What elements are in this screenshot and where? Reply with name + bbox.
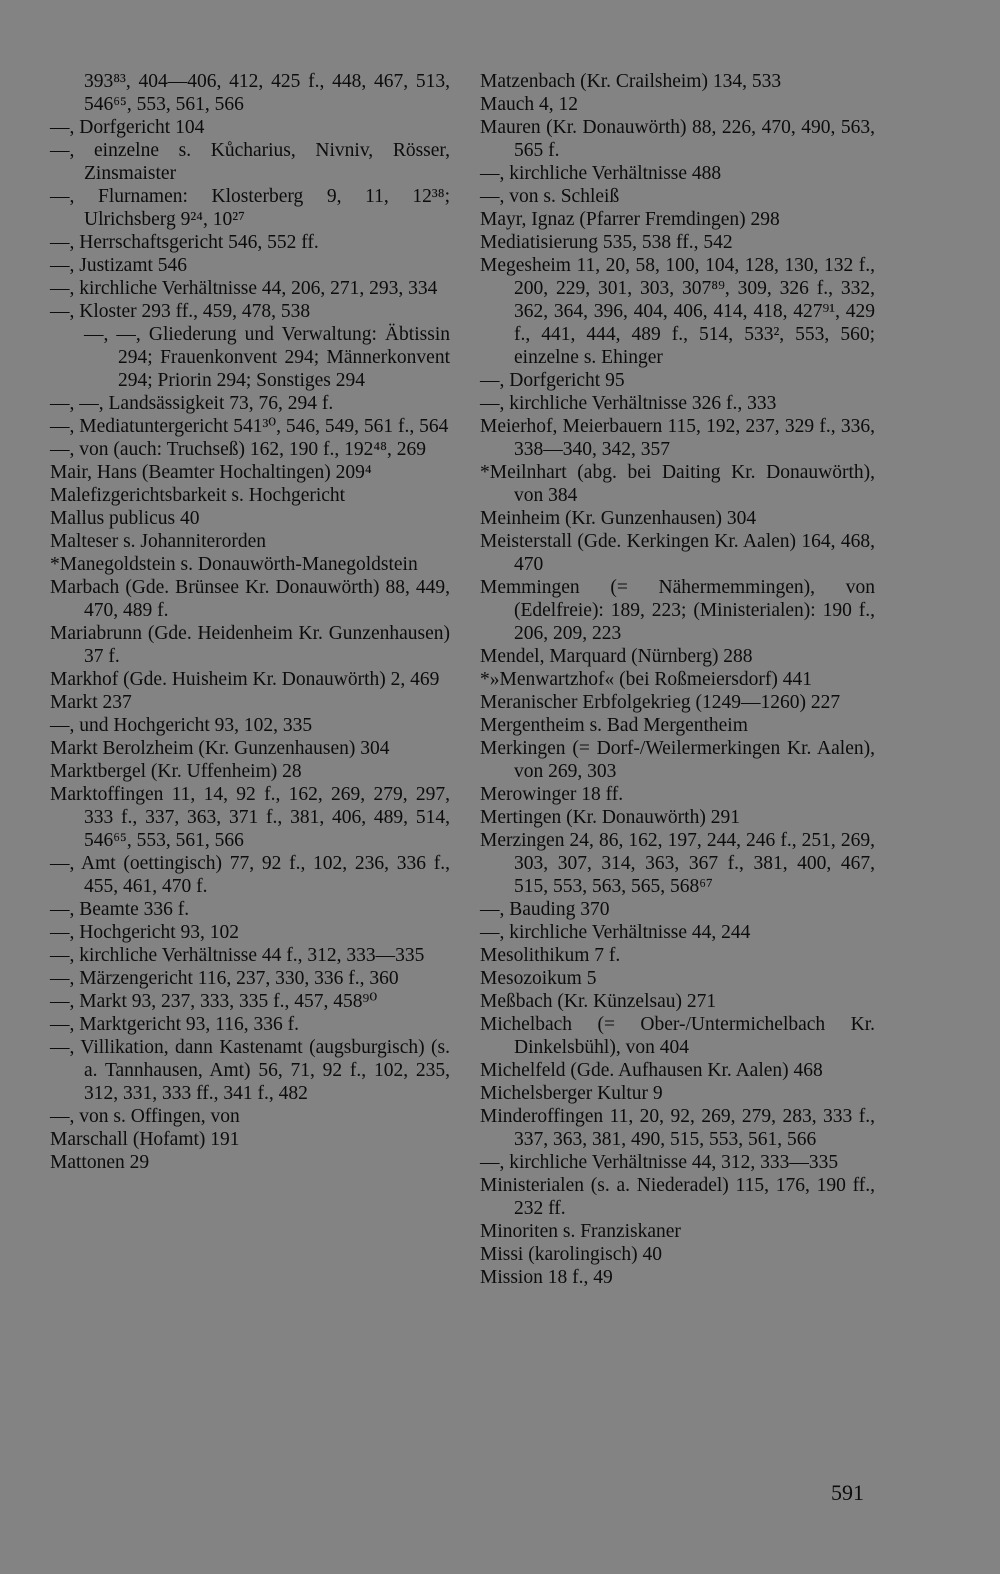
index-entry: Minoriten s. Franziskaner [480,1221,681,1242]
index-entry: —, Flurnamen: Klosterberg 9, 11, 12³⁸; Ulrichsberg 9²⁴, 10²⁷ [50,186,450,230]
index-entry: —, von s. Schleiß [480,186,620,207]
index-entry: —, kirchliche Verhältnisse 488 [480,163,722,184]
index-entry: Memmingen (= Nähermemmingen), von (Edelfreie): 189, 223; (Ministerialen): 190 f., 206, 209, 223 [480,577,875,644]
index-entry: Mauch 4, 12 [480,94,579,115]
index-entry: —, Mediatuntergericht 541³⁰, 546, 549, 561 f., 564 [50,416,449,437]
index-entry: *Meilnhart (abg. bei Daiting Kr. Donauwörth), von 384 [480,462,875,506]
index-entry: —, Herrschaftsgericht 546, 552 ff. [50,232,319,253]
index-entry: Marschall (Hofamt) 191 [50,1129,240,1150]
index-entry: Marktbergel (Kr. Uffenheim) 28 [50,761,302,782]
index-entry: —, und Hochgericht 93, 102, 335 [50,715,313,736]
index-entry: Mayr, Ignaz (Pfarrer Fremdingen) 298 [480,209,780,230]
index-entry: Marbach (Gde. Brünsee Kr. Donauwörth) 88, 449, 470, 489 f. [50,577,450,621]
index-entry: Mariabrunn (Gde. Heidenheim Kr. Gunzenhausen) 37 f. [50,623,450,667]
index-entry: Marktoffingen 11, 14, 92 f., 162, 269, 279, 297, 333 f., 337, 363, 371 f., 381, 406, 489, 514, 546⁶⁵, 553, 561, 566 [50,784,450,851]
index-entry: Meinheim (Kr. Gunzenhausen) 304 [480,508,757,529]
index-entry: —, Villikation, dann Kastenamt (augsburgisch) (s. a. Tannhausen, Amt) 56, 71, 92 f., 102, 235, 312, 331, 333 ff., 341 f., 482 [50,1037,450,1104]
index-entry: Merowinger 18 ff. [480,784,624,805]
index-entry: —, Bauding 370 [480,899,610,920]
index-entry: *Manegoldstein s. Donauwörth-Manegoldstein [50,554,418,575]
index-entry: Malefizgerichtsbarkeit s. Hochgericht [50,485,346,506]
index-entry: —, Dorfgericht 104 [50,117,205,138]
index-entry: —, Kloster 293 ff., 459, 478, 538 [50,301,311,322]
index-entry: Malteser s. Johanniterorden [50,531,267,552]
index-entry: Missi (karolingisch) 40 [480,1244,662,1265]
index-entry: —, Marktgericht 93, 116, 336 f. [50,1014,299,1035]
page-number: 591 [831,1480,864,1505]
index-entry: Mesolithikum 7 f. [480,945,621,966]
index-entry: 393⁸³, 404—406, 412, 425 f., 448, 467, 513, 546⁶⁵, 553, 561, 566 [84,71,450,115]
index-entry: —, kirchliche Verhältnisse 44 f., 312, 333—335 [50,945,425,966]
index-entry: Meierhof, Meierbauern 115, 192, 237, 329 f., 336, 338—340, 342, 357 [480,416,875,460]
index-entry: Merzingen 24, 86, 162, 197, 244, 246 f., 251, 269, 303, 307, 314, 363, 367 f., 381, 400, 467, 515, 553, 563, 565, 568⁶⁷ [480,830,875,897]
index-entry: —, Hochgericht 93, 102 [50,922,240,943]
index-entry: Mendel, Marquard (Nürnberg) 288 [480,646,753,667]
index-entry: Mertingen (Kr. Donauwörth) 291 [480,807,740,828]
index-entry: Markt Berolzheim (Kr. Gunzenhausen) 304 [50,738,390,759]
index-entry: —, kirchliche Verhältnisse 44, 244 [480,922,751,943]
index-entry: —, —, Landsässigkeit 73, 76, 294 f. [50,393,334,414]
index-entry: —, Märzengericht 116, 237, 330, 336 f., 360 [50,968,399,989]
index-entry: Mallus publicus 40 [50,508,200,529]
index-entry: —, Markt 93, 237, 333, 335 f., 457, 458⁹⁰ [50,991,378,1012]
index-entry: —, —, Gliederung und Verwaltung: Äbtissin 294; Frauenkonvent 294; Männerkonvent 294; Priorin 294; Sonstiges 294 [84,324,450,391]
index-entry: Mair, Hans (Beamter Hochaltingen) 209⁴ [50,462,372,483]
index-entry: Meßbach (Kr. Künzelsau) 271 [480,991,717,1012]
index-entry: *»Menwartzhof« (bei Roßmeiersdorf) 441 [480,669,812,690]
index-entry: Mission 18 f., 49 [480,1267,613,1288]
index-entry: Meisterstall (Gde. Kerkingen Kr. Aalen) 164, 468, 470 [480,531,875,575]
index-entry: Mesozoikum 5 [480,968,597,989]
index-entry: —, kirchliche Verhältnisse 44, 206, 271, 293, 334 [50,278,438,299]
right-column [480,70,875,1289]
index-entry: —, Beamte 336 f. [50,899,190,920]
index-entry: —, Justizamt 546 [50,255,188,276]
index-entry: Megesheim 11, 20, 58, 100, 104, 128, 130, 132 f., 200, 229, 301, 303, 307⁸⁹, 309, 326 f., 332, 362, 364, 396, 404, 406, 414, 418, 427⁹¹, 429 f., 441, 444, 489 f., 514, 533², 553, 560; einzelne s. Ehinger [480,255,875,368]
index-entry: Meranischer Erbfolgekrieg (1249—1260) 227 [480,692,841,713]
index-entry: Mauren (Kr. Donauwörth) 88, 226, 470, 490, 563, 565 f. [480,117,875,161]
index-entry: —, von s. Offingen, von [50,1106,240,1127]
index-entry: Mediatisierung 535, 538 ff., 542 [480,232,733,253]
index-entry: Markhof (Gde. Huisheim Kr. Donauwörth) 2, 469 [50,669,440,690]
index-entry: Matzenbach (Kr. Crailsheim) 134, 533 [480,71,782,92]
index-entry: Michelfeld (Gde. Aufhausen Kr. Aalen) 468 [480,1060,823,1081]
index-entry: Markt 237 [50,692,132,713]
index-entry: Ministerialen (s. a. Niederadel) 115, 176, 190 ff., 232 ff. [480,1175,875,1219]
index-entry: —, kirchliche Verhältnisse 326 f., 333 [480,393,777,414]
index-entry: Minderoffingen 11, 20, 92, 269, 279, 283, 333 f., 337, 363, 381, 490, 515, 553, 561, 566 [480,1106,875,1150]
index-entry: Michelbach (= Ober-/Untermichelbach Kr. Dinkelsbühl), von 404 [480,1014,875,1058]
index-entry: —, Dorfgericht 95 [480,370,625,391]
index-entry: —, Amt (oettingisch) 77, 92 f., 102, 236, 336 f., 455, 461, 470 f. [50,853,450,897]
left-column [50,70,450,1174]
index-entry: —, von (auch: Truchseß) 162, 190 f., 192⁴⁸, 269 [50,439,426,460]
index-entry: Michelsberger Kultur 9 [480,1083,663,1104]
index-entry: Mattonen 29 [50,1152,150,1173]
index-entry: —, kirchliche Verhältnisse 44, 312, 333—335 [480,1152,839,1173]
index-entry: Merkingen (= Dorf-/Weilermerkingen Kr. Aalen), von 269, 303 [480,738,875,782]
index-entry: Mergentheim s. Bad Mergentheim [480,715,748,736]
index-entry: —, einzelne s. Kůcharius, Nivniv, Rösser, Zinsmaister [50,140,450,184]
